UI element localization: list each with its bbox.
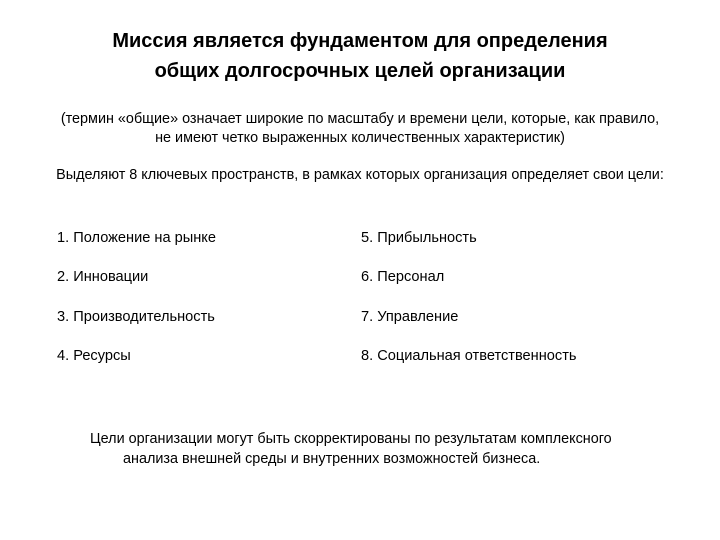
conclusion-line-2: анализа внешней среды и внутренних возможностей бизнеса. bbox=[123, 451, 541, 467]
term-note-line-2: не имеют четко выраженных количественных характеристик) bbox=[155, 130, 565, 146]
key-area-item: 6. Персонал bbox=[361, 269, 445, 285]
key-area-item: 8. Социальная ответственность bbox=[361, 348, 577, 364]
key-area-item: 4. Ресурсы bbox=[57, 348, 131, 364]
key-area-item: 5. Прибыльность bbox=[361, 230, 477, 246]
key-areas-intro: Выделяют 8 ключевых пространств, в рамках которых организация определяет свои цели: bbox=[56, 167, 664, 183]
slide-title-line-1: Миссия является фундаментом для определения bbox=[112, 30, 608, 52]
key-area-item: 7. Управление bbox=[361, 309, 459, 325]
term-note-line-1: (термин «общие» означает широкие по масштабу и времени цели, которые, как правило, bbox=[60, 111, 660, 127]
key-area-item: 1. Положение на рынке bbox=[57, 230, 216, 246]
key-area-item: 2. Инновации bbox=[57, 269, 149, 285]
conclusion-line-1: Цели организации могут быть скорректированы по результатам комплексного bbox=[90, 431, 612, 447]
slide-title-line-2: общих долгосрочных целей организации bbox=[154, 60, 566, 82]
key-area-item: 3. Производительность bbox=[57, 309, 215, 325]
